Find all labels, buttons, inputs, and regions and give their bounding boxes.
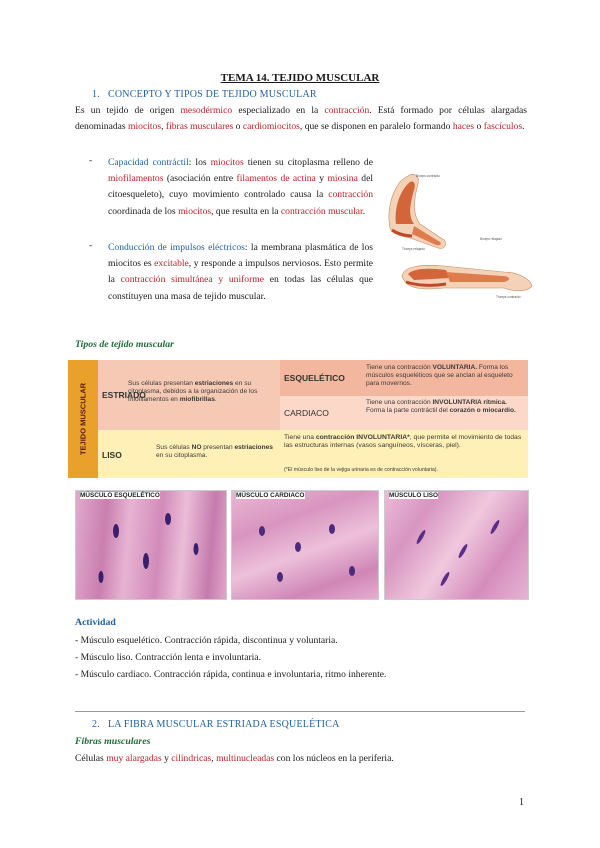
liso-desc: Sus células NO presentan estriaciones en su citoplasma. (156, 444, 273, 459)
arm-label-biceps-relajado: Bíceps relajado (480, 237, 502, 241)
bullet-conduccion: Conducción de impulsos eléctricos: la membrana plasmática de los miocitos es excitable, y responde a impulsos nerviosos. Esto permite la contracción simultánea y uniforme en todas las células que constituyen una masa de tejido muscular. (108, 242, 374, 302)
arm-label-triceps-relajado: Tríceps relajado (402, 247, 425, 251)
fibras-paragraph: Células muy alargadas y cilíndricas, multinucleadas con los núcleos en la periferia. (75, 753, 394, 764)
section-divider (75, 711, 525, 712)
histology-image-liso: MÚSCULO LISO (384, 490, 529, 600)
page-title: TEMA 14. TEJIDO MUSCULAR (220, 72, 380, 84)
bullet-dash: - (89, 240, 93, 251)
liso-right-desc: Tiene una contracción INVOLUNTARIA*, que permite el movimiento de todas las estructuras internas (vasos sanguíneos, vísceras, piel). (284, 434, 522, 449)
bullet-dash: - (89, 155, 93, 166)
page-number: 1 (519, 797, 524, 808)
liso-label: LISO (102, 450, 122, 460)
histology-image-cardiaco: MÚSCULO CARDIACO (231, 490, 379, 600)
actividad-item: - Músculo esquelético. Contracción rápida, discontinua y voluntaria. (75, 635, 338, 646)
actividad-item: - Músculo cardiaco. Contracción rápida, continua e involuntaria, ritmo inherente. (75, 669, 387, 680)
histology-image-esqueletico: MÚSCULO ESQUELÉTICO (75, 490, 227, 600)
table-side-label: TEJIDO MUSCULAR (68, 360, 98, 478)
liso-note: (*El músculo liso de la vejiga urinaria es de contracción voluntaria). (284, 467, 438, 473)
section-2-heading: 2. LA FIBRA MUSCULAR ESTRIADA ESQUELÉTICA (92, 719, 340, 730)
actividad-heading: Actividad (75, 617, 116, 628)
esqueletico-desc: Tiene una contracción VOLUNTARIA. Forma los músculos esqueléticos que se anclan al esqueleto para movernos. (366, 364, 513, 387)
estriado-label: ESTRIADO (102, 390, 146, 400)
arm-label-triceps-contraido: Tríceps contraído (496, 295, 521, 299)
tipos-heading: Tipos de tejido muscular (75, 339, 174, 350)
arm-muscles-illustration (384, 168, 536, 302)
intro-paragraph: Es un tejido de origen mesodérmico especializado en la contracción. Está formado por células alargadas denominadas miocitos, fibras musculares o cardiomiocitos, que se disponen en paralelo formando haces o fascículos. (75, 105, 527, 133)
cardiaco-desc: Tiene una contracción INVOLUNTARIA rítmica. Forma la parte contráctil del corazón o miocardio. (366, 399, 516, 414)
bullet-contractil: Capacidad contráctil: los miocitos tienen su citoplasma relleno de miofilamentos (asociación entre filamentos de actina y miosina del citoesqueleto), cuyo movimiento controlado causa la contracción coordinada de los miocitos, que resulta en la contracción muscular. (108, 157, 373, 217)
arm-label-biceps-contraido: Bíceps contraído (416, 174, 440, 178)
section-1-heading: 1. CONCEPTO Y TIPOS DE TEJIDO MUSCULAR (92, 89, 317, 100)
estriado-desc: Sus células presentan estriaciones en su citoplasma, debidos a la organización de los miofilamentos en miofibrillas. (128, 380, 258, 403)
actividad-item: - Músculo liso. Contracción lenta e involuntaria. (75, 652, 261, 663)
fibras-heading: Fibras musculares (75, 736, 151, 747)
cardiaco-label: CARDIACO (284, 408, 329, 418)
esqueletico-label: ESQUELÉTICO (284, 373, 345, 383)
